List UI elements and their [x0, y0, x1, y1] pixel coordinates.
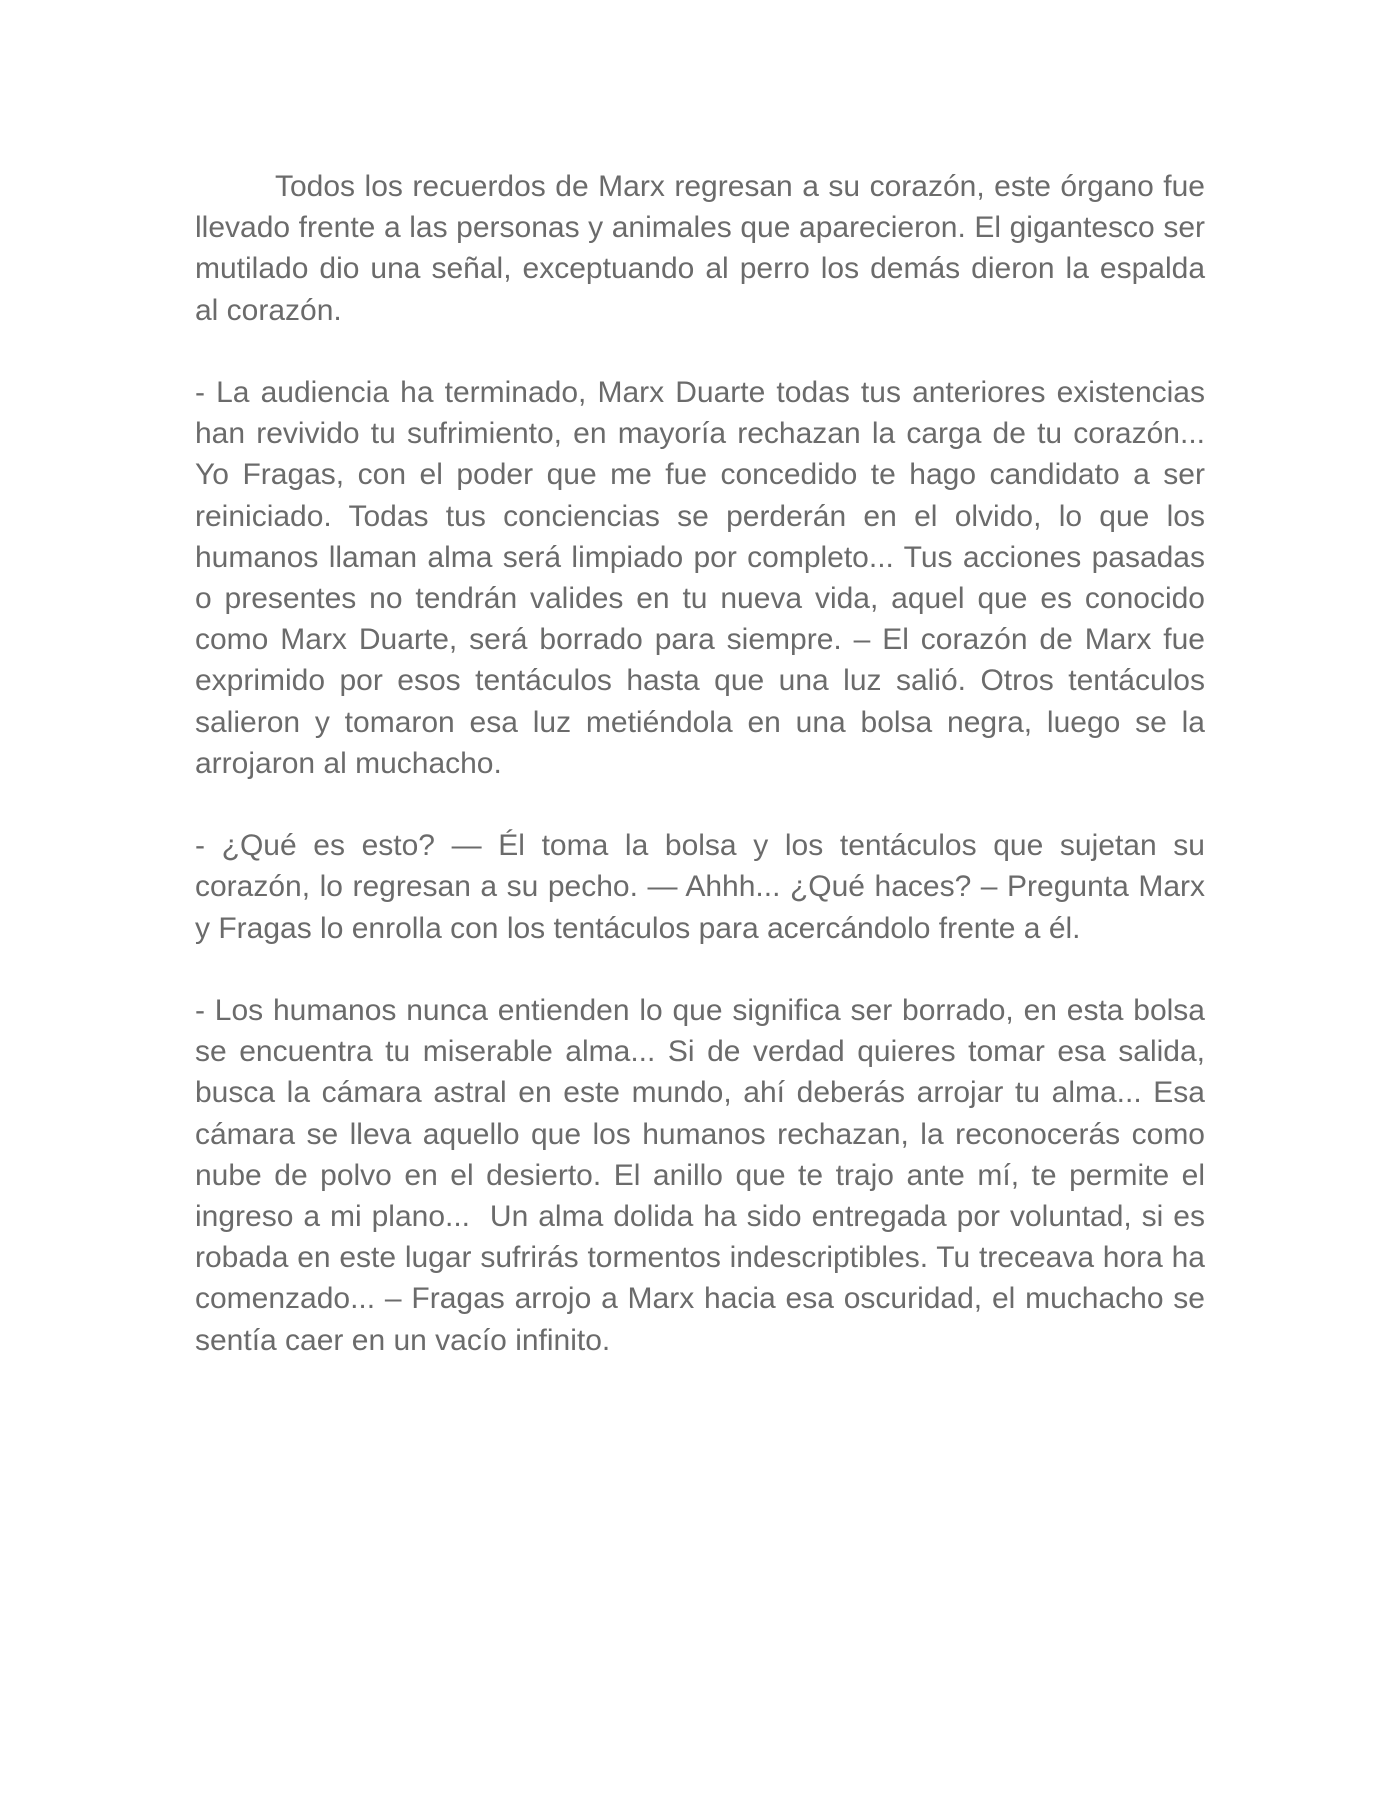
text-body: [195, 166, 1214, 1361]
paragraph-3: - ¿Qué es esto? — Él toma la bolsa y los tentáculos que sujetan su corazón, lo regresan a su pecho. — Ahhh... ¿Qué haces? – Pregunta Marx y Fragas lo enrolla con los tentáculos para acercándolo frente a él.: [195, 829, 1214, 945]
paragraph-4: - Los humanos nunca entienden lo que significa ser borrado, en esta bolsa se encuentra tu miserable alma... Si de verdad quieres tomar esa salida, busca la cámara astral en este mundo, ahí deberás arrojar tu alma... Esa cámara se lleva aquello que los humanos rechazan, la reconocerás como nube de polvo en el desierto. El anillo que te trajo ante mí, te permite el ingreso a mi plano... Un alma dolida ha sido entregada por voluntad, si es robada en este lugar sufrirás tormentos indescriptibles. Tu treceava hora ha comenzado... – Fragas arrojo a Marx hacia esa oscuridad, el muchacho se sentía caer en un vacío infinito.: [195, 994, 1214, 1357]
paragraph-2: - La audiencia ha terminado, Marx Duarte todas tus anteriores existencias han revivido tu sufrimiento, en mayoría rechazan la carga de tu corazón... Yo Fragas, con el poder que me fue concedido te hago candidato a ser reiniciado. Todas tus conciencias se perderán en el olvido, lo que los humanos llaman alma será limpiado por completo... Tus acciones pasadas o presentes no tendrán valides en tu nueva vida, aquel que es conocido como Marx Duarte, será borrado para siempre. – El corazón de Marx fue exprimido por esos tentáculos hasta que una luz salió. Otros tentáculos salieron y tomaron esa luz metiéndola en una bolsa negra, luego se la arrojaron al muchacho.: [195, 376, 1214, 780]
paragraph-1: Todos los recuerdos de Marx regresan a su corazón, este órgano fue llevado frente a las personas y animales que aparecieron. El gigantesco ser mutilado dio una señal, exceptuando al perro los demás dieron la espalda al corazón.: [195, 170, 1214, 327]
